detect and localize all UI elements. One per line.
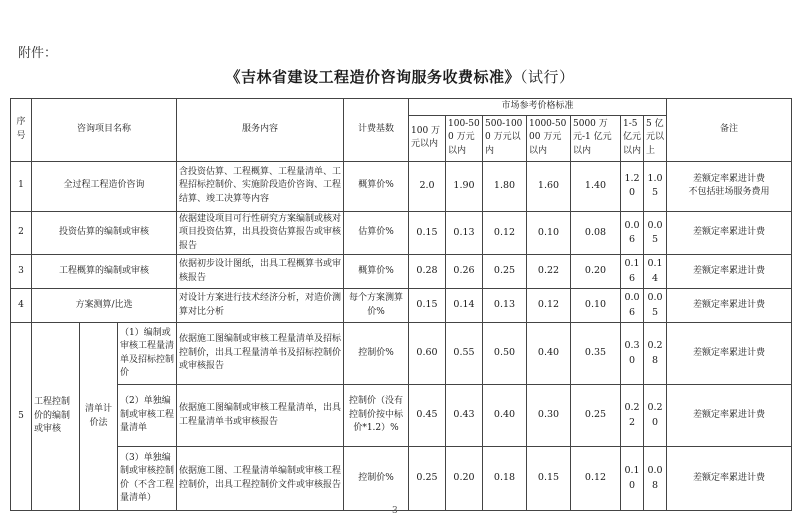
note-line-2: 不包括驻场服务费用	[688, 187, 770, 197]
row-value: 0.28	[409, 255, 446, 289]
row-basis: 控制价%	[344, 323, 409, 385]
header-market-group: 市场参考价格标准	[409, 99, 667, 116]
row-item: 全过程工程造价咨询	[32, 161, 177, 211]
row-item: 方案测算/比选	[32, 289, 177, 323]
row-item: 投资估算的编制或审核	[32, 211, 177, 255]
row-value: 0.45	[409, 385, 446, 447]
row-value: 0.15	[409, 289, 446, 323]
row-value: 0.15	[409, 211, 446, 255]
row-content: 依据施工图、工程量清单编制或审核工程控制价，出具工程控制价文件或审核报告	[177, 447, 344, 511]
table-row	[11, 211, 792, 255]
row-seq: 4	[11, 289, 32, 323]
row-value: 1.40	[571, 161, 621, 211]
row-value: 0.55	[446, 323, 483, 385]
row-value: 0.12	[483, 211, 527, 255]
row-value: 0.14	[446, 289, 483, 323]
row-subitem: （1）编制或审核工程量清单及招标控制价	[118, 323, 177, 385]
row-value: 0.25	[409, 447, 446, 511]
row-seq: 5	[11, 323, 32, 511]
row-subitem: （2）单独编制或审核工程量清单	[118, 385, 177, 447]
row-value: 0.10	[621, 447, 644, 511]
title-main: 《吉林省建设工程造价咨询服务收费标准》	[225, 68, 520, 86]
row-content: 依据施工图编制或审核工程量清单，出具工程量清单书或审核报告	[177, 385, 344, 447]
document-title	[0, 66, 800, 87]
header-tier: 100 万元以内	[409, 115, 446, 161]
row-seq: 2	[11, 211, 32, 255]
row-value: 0.22	[621, 385, 644, 447]
row-note: 差额定率累进计费	[667, 385, 792, 447]
header-seq: 序号	[11, 99, 32, 162]
row-content: 含投资估算、工程概算、工程量清单、工程招标控制价、实施阶段造价咨询、工程结算、竣工决算等内容	[177, 161, 344, 211]
table-row	[11, 289, 792, 323]
row-value: 0.60	[409, 323, 446, 385]
row-value: 0.13	[446, 211, 483, 255]
row-value: 0.40	[483, 385, 527, 447]
row-note: 差额定率累进计费	[667, 447, 792, 511]
row-value: 0.06	[621, 289, 644, 323]
row-value: 0.15	[527, 447, 571, 511]
table-row	[11, 161, 792, 211]
row-content: 依据初步设计图纸，出具工程概算书或审核报告	[177, 255, 344, 289]
row-value: 0.12	[527, 289, 571, 323]
row-value: 1.20	[621, 161, 644, 211]
row-seq: 3	[11, 255, 32, 289]
header-tier: 500-1000 万元以内	[483, 115, 527, 161]
note-line: 差额定率累进计费	[693, 173, 766, 184]
row-value: 2.0	[409, 161, 446, 211]
row-value: 0.10	[571, 289, 621, 323]
header-row-1	[11, 99, 792, 116]
row-category: 工程控制价的编制或审核	[32, 323, 80, 511]
row-value: 0.18	[483, 447, 527, 511]
header-item: 咨询项目名称	[32, 99, 177, 162]
row-content: 依据建设项目可行性研究方案编制或核对项目投资估算，出具投资估算报告或审核报告	[177, 211, 344, 255]
row-value: 0.05	[644, 289, 667, 323]
row-value: 0.08	[644, 447, 667, 511]
row-value: 0.16	[621, 255, 644, 289]
row-value: 0.10	[527, 211, 571, 255]
row-note: 差额定率累进计费	[667, 289, 792, 323]
header-tier: 5000 万元-1 亿元以内	[571, 115, 621, 161]
row-value: 0.30	[527, 385, 571, 447]
header-basis: 计费基数	[344, 99, 409, 162]
row-value: 0.06	[621, 211, 644, 255]
row-value: 1.90	[446, 161, 483, 211]
header-tier: 100-500 万元以内	[446, 115, 483, 161]
row-basis: 概算价%	[344, 255, 409, 289]
row-value: 0.20	[644, 385, 667, 447]
row-value: 0.25	[483, 255, 527, 289]
row-value: 0.43	[446, 385, 483, 447]
header-tier: 1-5 亿元以内	[621, 115, 644, 161]
row-content: 对设计方案进行技术经济分析，对造价测算对比分析	[177, 289, 344, 323]
row-value: 0.13	[483, 289, 527, 323]
title-suffix: （试行）	[520, 68, 575, 86]
row-value: 0.25	[571, 385, 621, 447]
row-basis: 估算价%	[344, 211, 409, 255]
row-value: 0.14	[644, 255, 667, 289]
row-seq: 1	[11, 161, 32, 211]
header-tier: 5 亿元以上	[644, 115, 667, 161]
attachment-label: 附件：	[18, 46, 58, 61]
row-value: 0.50	[483, 323, 527, 385]
row-basis: 控制价%	[344, 447, 409, 511]
row-subitem: （3）单独编制或审核控制价（不含工程量清单）	[118, 447, 177, 511]
table-row	[11, 385, 792, 447]
page-number: 3	[392, 506, 398, 516]
table-row	[11, 255, 792, 289]
row-value: 0.40	[527, 323, 571, 385]
row-value: 1.80	[483, 161, 527, 211]
header-tier: 1000-5000 万元以内	[527, 115, 571, 161]
row-value: 0.35	[571, 323, 621, 385]
header-note: 备注	[667, 99, 792, 162]
table-row	[11, 323, 792, 385]
row-note: 差额定率累进计费	[667, 211, 792, 255]
row-note: 差额定率累进计费	[667, 323, 792, 385]
row-value: 1.60	[527, 161, 571, 211]
row-item: 工程概算的编制或审核	[32, 255, 177, 289]
row-value: 0.20	[446, 447, 483, 511]
table-row	[11, 447, 792, 511]
row-note: 差额定率累进计费	[667, 255, 792, 289]
row-value: 0.26	[446, 255, 483, 289]
row-value: 0.12	[571, 447, 621, 511]
row-value: 1.05	[644, 161, 667, 211]
row-content: 依据施工图编制或审核工程量清单及招标控制价，出具工程量清单书及招标控制价或审核报告	[177, 323, 344, 385]
row-basis: 概算价%	[344, 161, 409, 211]
row-basis: 控制价（没有控制价按中标价*1.2）%	[344, 385, 409, 447]
header-content: 服务内容	[177, 99, 344, 162]
row-value: 0.05	[644, 211, 667, 255]
row-value: 0.08	[571, 211, 621, 255]
row-basis: 每个方案测算价%	[344, 289, 409, 323]
row-value: 0.30	[621, 323, 644, 385]
row-value: 0.22	[527, 255, 571, 289]
row-value: 0.20	[571, 255, 621, 289]
row-value: 0.28	[644, 323, 667, 385]
row-method: 清单计价法	[80, 323, 118, 511]
fee-standard-table	[10, 98, 792, 511]
row-note	[667, 161, 792, 211]
